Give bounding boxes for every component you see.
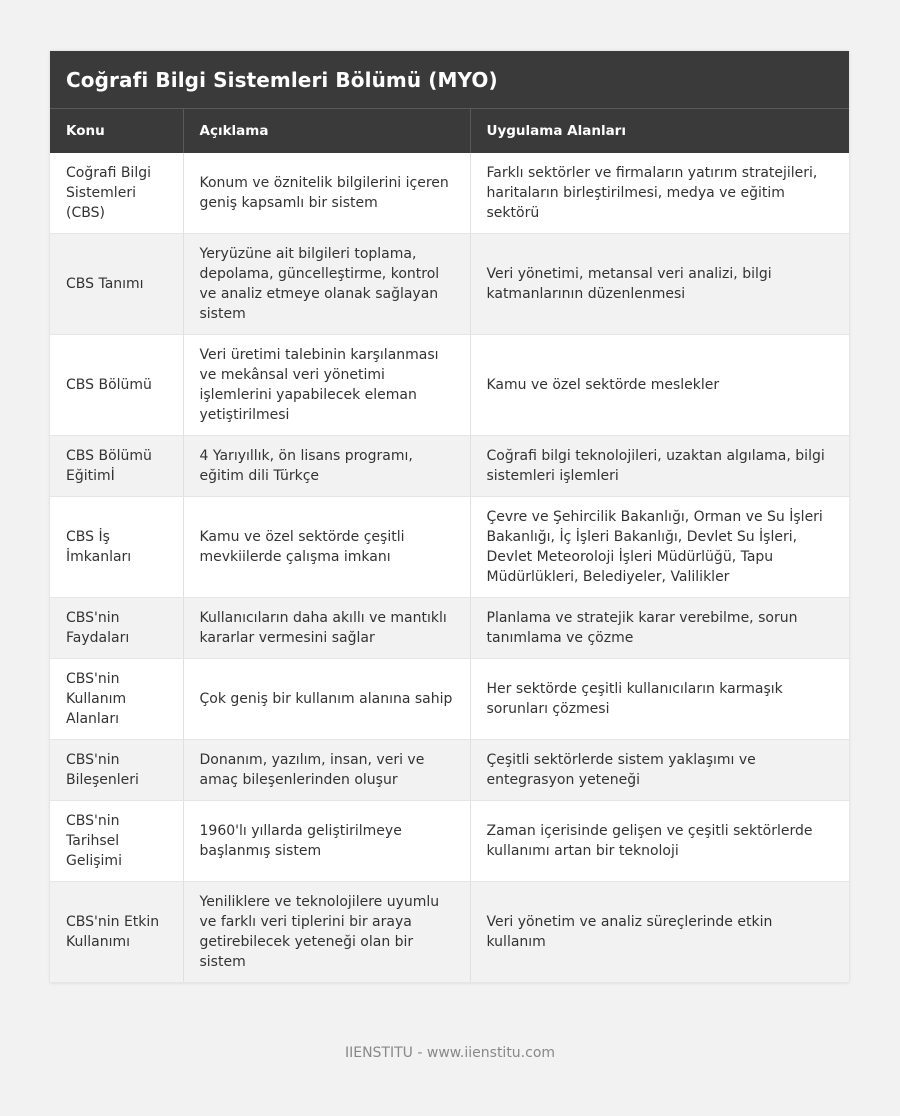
table-row [50,882,849,983]
table-row [50,659,849,740]
cell-aciklama: 1960'lı yıllarda geliştirilmeye başlanmış sistem [183,801,470,882]
cell-uygulama-alanlari: Her sektörde çeşitli kullanıcıların karmaşık sorunları çözmesi [470,659,849,740]
cell-uygulama-alanlari: Farklı sektörler ve firmaların yatırım stratejileri, haritaların birleştirilmesi, medya ve eğitim sektörü [470,153,849,234]
cell-uygulama-alanlari: Çeşitli sektörlerde sistem yaklaşımı ve entegrasyon yeteneği [470,740,849,801]
cell-uygulama-alanlari: Kamu ve özel sektörde meslekler [470,335,849,436]
column-header-konu: Konu [50,109,183,153]
cell-aciklama: Kullanıcıların daha akıllı ve mantıklı kararlar vermesini sağlar [183,598,470,659]
table-title-bar [50,51,849,109]
cell-uygulama-alanlari: Çevre ve Şehircilik Bakanlığı, Orman ve Su İşleri Bakanlığı, İç İşleri Bakanlığı, Devlet Su İşleri, Devlet Meteoroloji İşleri Müdürlüğü, Tapu Müdürlükleri, Belediyeler, Valilikler [470,497,849,598]
cell-konu: CBS'nin Bileşenleri [50,740,183,801]
cell-uygulama-alanlari: Veri yönetim ve analiz süreçlerinde etkin kullanım [470,882,849,983]
cell-aciklama: Donanım, yazılım, insan, veri ve amaç bileşenlerinden oluşur [183,740,470,801]
cell-konu: CBS Tanımı [50,234,183,335]
table-title: Coğrafi Bilgi Sistemleri Bölümü (MYO) [66,67,498,92]
cell-uygulama-alanlari: Veri yönetimi, metansal veri analizi, bilgi katmanlarının düzenlenmesi [470,234,849,335]
table-body [50,153,849,983]
header-row [50,109,849,153]
table-row [50,598,849,659]
table-card [50,51,849,983]
cell-aciklama: 4 Yarıyıllık, ön lisans programı, eğitim dili Türkçe [183,436,470,497]
table-row [50,497,849,598]
table-row [50,740,849,801]
table-row [50,801,849,882]
cell-konu: CBS'nin Kullanım Alanları [50,659,183,740]
cell-aciklama: Veri üretimi talebinin karşılanması ve mekânsal veri yönetimi işlemlerini yapabilecek eleman yetiştirilmesi [183,335,470,436]
table-row [50,153,849,234]
table-header [50,109,849,153]
table-row [50,436,849,497]
cell-konu: CBS İş İmkanları [50,497,183,598]
cell-aciklama: Kamu ve özel sektörde çeşitli mevkiilerde çalışma imkanı [183,497,470,598]
cell-konu: CBS'nin Tarihsel Gelişimi [50,801,183,882]
cell-konu: CBS'nin Faydaları [50,598,183,659]
cell-aciklama: Çok geniş bir kullanım alanına sahip [183,659,470,740]
cell-konu: Coğrafi Bilgi Sistemleri (CBS) [50,153,183,234]
cell-uygulama-alanlari: Planlama ve stratejik karar verebilme, sorun tanımlama ve çözme [470,598,849,659]
cell-uygulama-alanlari: Coğrafi bilgi teknolojileri, uzaktan algılama, bilgi sistemleri işlemleri [470,436,849,497]
table-row [50,234,849,335]
cell-aciklama: Yeryüzüne ait bilgileri toplama, depolama, güncelleştirme, kontrol ve analiz etmeye olanak sağlayan sistem [183,234,470,335]
cell-konu: CBS Bölümü [50,335,183,436]
cell-aciklama: Konum ve öznitelik bilgilerini içeren geniş kapsamlı bir sistem [183,153,470,234]
cell-konu: CBS Bölümü Eğitimİ [50,436,183,497]
table-row [50,335,849,436]
cell-konu: CBS'nin Etkin Kullanımı [50,882,183,983]
column-header-uygulama-alanlari: Uygulama Alanları [470,109,849,153]
cell-uygulama-alanlari: Zaman içerisinde gelişen ve çeşitli sektörlerde kullanımı artan bir teknoloji [470,801,849,882]
cell-aciklama: Yeniliklere ve teknolojilere uyumlu ve farklı veri tiplerini bir araya getirebilecek yeteneği olan bir sistem [183,882,470,983]
data-table [50,109,849,983]
footer-credit: IIENSTITU - www.iienstitu.com [344,1045,556,1061]
column-header-aciklama: Açıklama [183,109,470,153]
